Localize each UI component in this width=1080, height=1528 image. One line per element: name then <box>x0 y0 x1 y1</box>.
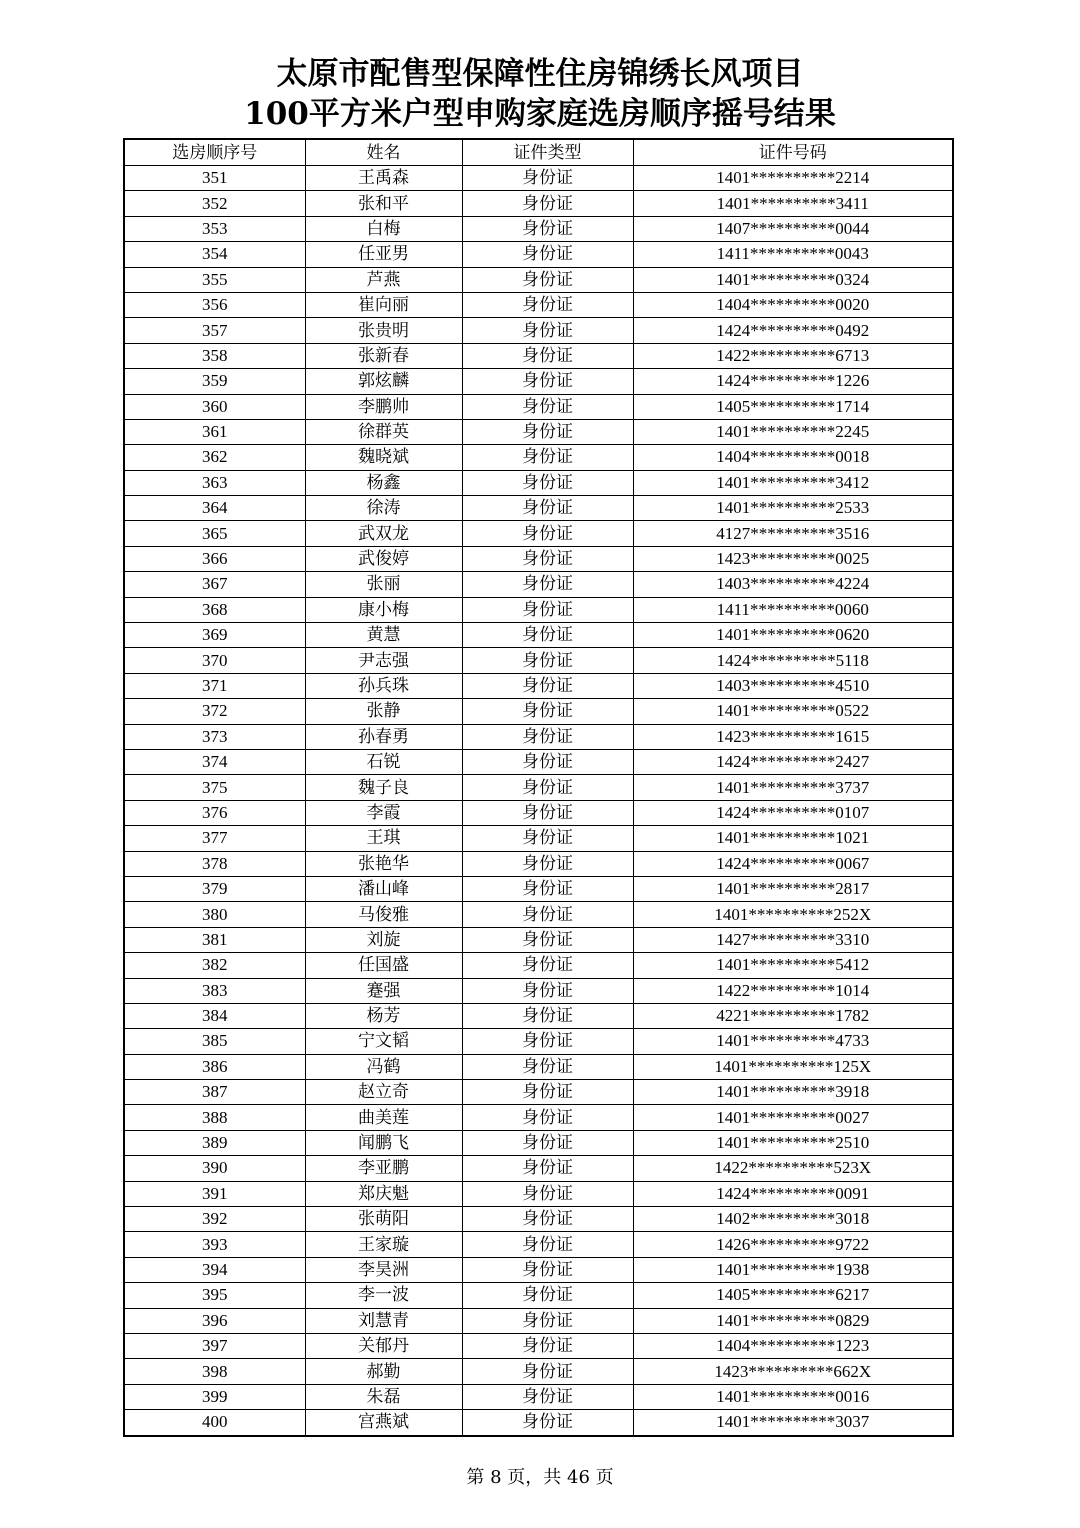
id-number-cell: 1401**********1021 <box>633 826 953 851</box>
id-type-cell: 身份证 <box>462 1333 633 1358</box>
order-number-cell: 381 <box>124 927 305 952</box>
table-row <box>124 800 953 825</box>
table-row <box>124 724 953 749</box>
name-cell: 李昊洲 <box>305 1257 462 1282</box>
id-number-cell: 1401**********3737 <box>633 775 953 800</box>
table-row <box>124 343 953 368</box>
id-number-cell: 1411**********0060 <box>633 597 953 622</box>
id-number-cell: 1423**********662X <box>633 1359 953 1384</box>
id-type-cell: 身份证 <box>462 166 633 191</box>
id-number-cell: 1424**********1226 <box>633 369 953 394</box>
id-type-cell: 身份证 <box>462 546 633 571</box>
id-number-cell: 1422**********1014 <box>633 978 953 1003</box>
table-row <box>124 851 953 876</box>
order-number-cell: 380 <box>124 902 305 927</box>
name-cell: 郑庆魁 <box>305 1181 462 1206</box>
order-number-cell: 382 <box>124 953 305 978</box>
id-type-cell: 身份证 <box>462 673 633 698</box>
id-type-cell: 身份证 <box>462 1283 633 1308</box>
table-row <box>124 673 953 698</box>
order-number-cell: 396 <box>124 1308 305 1333</box>
name-cell: 郭炫麟 <box>305 369 462 394</box>
id-number-cell: 1401**********0324 <box>633 267 953 292</box>
id-type-cell: 身份证 <box>462 242 633 267</box>
id-type-cell: 身份证 <box>462 521 633 546</box>
order-number-cell: 397 <box>124 1333 305 1358</box>
name-cell: 曲美莲 <box>305 1105 462 1130</box>
id-type-cell: 身份证 <box>462 394 633 419</box>
table-row <box>124 902 953 927</box>
id-type-cell: 身份证 <box>462 572 633 597</box>
name-cell: 郝勤 <box>305 1359 462 1384</box>
id-number-cell: 1401**********0620 <box>633 623 953 648</box>
name-cell: 李亚鹏 <box>305 1156 462 1181</box>
id-number-cell: 1403**********4224 <box>633 572 953 597</box>
table-row <box>124 546 953 571</box>
table-row <box>124 1359 953 1384</box>
name-cell: 刘慧青 <box>305 1308 462 1333</box>
order-number-cell: 377 <box>124 826 305 851</box>
order-number-cell: 352 <box>124 191 305 216</box>
table-row <box>124 369 953 394</box>
table-row <box>124 623 953 648</box>
table-row <box>124 1232 953 1257</box>
name-cell: 任亚男 <box>305 242 462 267</box>
id-type-cell: 身份证 <box>462 876 633 901</box>
order-number-cell: 373 <box>124 724 305 749</box>
id-number-cell: 1402**********3018 <box>633 1207 953 1232</box>
id-type-cell: 身份证 <box>462 470 633 495</box>
order-number-cell: 390 <box>124 1156 305 1181</box>
id-type-cell: 身份证 <box>462 1156 633 1181</box>
header-order-number: 选房顺序号 <box>124 139 305 166</box>
id-type-cell: 身份证 <box>462 800 633 825</box>
name-cell: 康小梅 <box>305 597 462 622</box>
name-cell: 杨芳 <box>305 1003 462 1028</box>
order-number-cell: 365 <box>124 521 305 546</box>
name-cell: 赵立奇 <box>305 1080 462 1105</box>
table-row <box>124 1029 953 1054</box>
table-row <box>124 1181 953 1206</box>
id-number-cell: 1401**********2510 <box>633 1130 953 1155</box>
id-type-cell: 身份证 <box>462 1130 633 1155</box>
id-type-cell: 身份证 <box>462 1257 633 1282</box>
name-cell: 尹志强 <box>305 648 462 673</box>
id-number-cell: 1422**********6713 <box>633 343 953 368</box>
id-type-cell: 身份证 <box>462 191 633 216</box>
table-row <box>124 1308 953 1333</box>
id-type-cell: 身份证 <box>462 902 633 927</box>
id-type-cell: 身份证 <box>462 1029 633 1054</box>
header-id-type: 证件类型 <box>462 139 633 166</box>
id-number-cell: 1422**********523X <box>633 1156 953 1181</box>
table-row <box>124 826 953 851</box>
order-number-cell: 359 <box>124 369 305 394</box>
order-number-cell: 399 <box>124 1384 305 1409</box>
name-cell: 武双龙 <box>305 521 462 546</box>
order-number-cell: 400 <box>124 1410 305 1436</box>
table-row <box>124 1283 953 1308</box>
table-row <box>124 1156 953 1181</box>
id-type-cell: 身份证 <box>462 1181 633 1206</box>
id-number-cell: 1401**********0829 <box>633 1308 953 1333</box>
order-number-cell: 379 <box>124 876 305 901</box>
id-number-cell: 1424**********0107 <box>633 800 953 825</box>
table-row <box>124 496 953 521</box>
id-number-cell: 1401**********0027 <box>633 1105 953 1130</box>
id-type-cell: 身份证 <box>462 1359 633 1384</box>
id-type-cell: 身份证 <box>462 724 633 749</box>
table-row <box>124 1054 953 1079</box>
order-number-cell: 387 <box>124 1080 305 1105</box>
name-cell: 王家璇 <box>305 1232 462 1257</box>
name-cell: 张和平 <box>305 191 462 216</box>
order-number-cell: 368 <box>124 597 305 622</box>
id-type-cell: 身份证 <box>462 1410 633 1436</box>
id-number-cell: 1401**********4733 <box>633 1029 953 1054</box>
table-row <box>124 749 953 774</box>
order-number-cell: 388 <box>124 1105 305 1130</box>
name-cell: 张艳华 <box>305 851 462 876</box>
order-number-cell: 385 <box>124 1029 305 1054</box>
name-cell: 王禹森 <box>305 166 462 191</box>
order-number-cell: 360 <box>124 394 305 419</box>
id-number-cell: 1401**********1938 <box>633 1257 953 1282</box>
table-row <box>124 318 953 343</box>
order-number-cell: 364 <box>124 496 305 521</box>
id-type-cell: 身份证 <box>462 1003 633 1028</box>
id-type-cell: 身份证 <box>462 318 633 343</box>
id-number-cell: 1424**********0492 <box>633 318 953 343</box>
id-type-cell: 身份证 <box>462 953 633 978</box>
name-cell: 闻鹏飞 <box>305 1130 462 1155</box>
order-number-cell: 357 <box>124 318 305 343</box>
order-number-cell: 375 <box>124 775 305 800</box>
id-type-cell: 身份证 <box>462 978 633 1003</box>
id-number-cell: 1405**********1714 <box>633 394 953 419</box>
id-number-cell: 1423**********1615 <box>633 724 953 749</box>
id-number-cell: 1401**********3411 <box>633 191 953 216</box>
table-row <box>124 648 953 673</box>
order-number-cell: 369 <box>124 623 305 648</box>
table-row <box>124 191 953 216</box>
lottery-result-table <box>123 138 954 1437</box>
id-type-cell: 身份证 <box>462 1384 633 1409</box>
name-cell: 徐群英 <box>305 419 462 444</box>
table-row <box>124 1333 953 1358</box>
order-number-cell: 356 <box>124 292 305 317</box>
order-number-cell: 372 <box>124 699 305 724</box>
id-type-cell: 身份证 <box>462 445 633 470</box>
id-number-cell: 1401**********3918 <box>633 1080 953 1105</box>
table-row <box>124 292 953 317</box>
id-type-cell: 身份证 <box>462 1054 633 1079</box>
id-type-cell: 身份证 <box>462 343 633 368</box>
order-number-cell: 383 <box>124 978 305 1003</box>
id-number-cell: 1426**********9722 <box>633 1232 953 1257</box>
name-cell: 张贵明 <box>305 318 462 343</box>
table-row <box>124 572 953 597</box>
table-row <box>124 1207 953 1232</box>
table-row <box>124 1384 953 1409</box>
order-number-cell: 384 <box>124 1003 305 1028</box>
name-cell: 张萌阳 <box>305 1207 462 1232</box>
order-number-cell: 361 <box>124 419 305 444</box>
header-id-number: 证件号码 <box>633 139 953 166</box>
id-type-cell: 身份证 <box>462 216 633 241</box>
name-cell: 孙春勇 <box>305 724 462 749</box>
id-type-cell: 身份证 <box>462 1080 633 1105</box>
id-type-cell: 身份证 <box>462 1232 633 1257</box>
id-number-cell: 1401**********125X <box>633 1054 953 1079</box>
order-number-cell: 355 <box>124 267 305 292</box>
id-number-cell: 4127**********3516 <box>633 521 953 546</box>
name-cell: 魏子良 <box>305 775 462 800</box>
id-type-cell: 身份证 <box>462 267 633 292</box>
table-row <box>124 775 953 800</box>
name-cell: 张静 <box>305 699 462 724</box>
name-cell: 李鹏帅 <box>305 394 462 419</box>
id-number-cell: 1401**********2214 <box>633 166 953 191</box>
id-type-cell: 身份证 <box>462 292 633 317</box>
id-number-cell: 1401**********5412 <box>633 953 953 978</box>
document-subtitle: 100平方米户型申购家庭选房顺序摇号结果 <box>244 96 836 132</box>
id-number-cell: 1401**********0016 <box>633 1384 953 1409</box>
name-cell: 宫燕斌 <box>305 1410 462 1436</box>
table-row <box>124 470 953 495</box>
name-cell: 任国盛 <box>305 953 462 978</box>
order-number-cell: 374 <box>124 749 305 774</box>
table-row <box>124 1003 953 1028</box>
name-cell: 张新春 <box>305 343 462 368</box>
order-number-cell: 386 <box>124 1054 305 1079</box>
order-number-cell: 389 <box>124 1130 305 1155</box>
name-cell: 朱磊 <box>305 1384 462 1409</box>
id-type-cell: 身份证 <box>462 749 633 774</box>
name-cell: 宁文韬 <box>305 1029 462 1054</box>
id-number-cell: 1401**********2817 <box>633 876 953 901</box>
name-cell: 崔向丽 <box>305 292 462 317</box>
id-number-cell: 1423**********0025 <box>633 546 953 571</box>
id-number-cell: 1401**********3037 <box>633 1410 953 1436</box>
id-number-cell: 1424**********2427 <box>633 749 953 774</box>
table-row <box>124 927 953 952</box>
id-number-cell: 1404**********0018 <box>633 445 953 470</box>
id-type-cell: 身份证 <box>462 419 633 444</box>
table-row <box>124 445 953 470</box>
id-number-cell: 1405**********6217 <box>633 1283 953 1308</box>
id-number-cell: 1407**********0044 <box>633 216 953 241</box>
document-title: 太原市配售型保障性住房锦绣长风项目 <box>276 56 804 92</box>
name-cell: 李霞 <box>305 800 462 825</box>
table-row <box>124 953 953 978</box>
id-type-cell: 身份证 <box>462 775 633 800</box>
table-body <box>124 166 953 1436</box>
order-number-cell: 394 <box>124 1257 305 1282</box>
id-number-cell: 1424**********5118 <box>633 648 953 673</box>
name-cell: 刘旋 <box>305 927 462 952</box>
id-number-cell: 1401**********0522 <box>633 699 953 724</box>
table-row <box>124 267 953 292</box>
order-number-cell: 393 <box>124 1232 305 1257</box>
name-cell: 徐涛 <box>305 496 462 521</box>
name-cell: 张丽 <box>305 572 462 597</box>
order-number-cell: 363 <box>124 470 305 495</box>
id-type-cell: 身份证 <box>462 597 633 622</box>
table-row <box>124 1105 953 1130</box>
table-row <box>124 242 953 267</box>
order-number-cell: 371 <box>124 673 305 698</box>
table-row <box>124 216 953 241</box>
order-number-cell: 391 <box>124 1181 305 1206</box>
id-number-cell: 4221**********1782 <box>633 1003 953 1028</box>
id-number-cell: 1424**********0091 <box>633 1181 953 1206</box>
table-row <box>124 394 953 419</box>
name-cell: 冯鹤 <box>305 1054 462 1079</box>
order-number-cell: 392 <box>124 1207 305 1232</box>
id-type-cell: 身份证 <box>462 1308 633 1333</box>
table-row <box>124 597 953 622</box>
order-number-cell: 366 <box>124 546 305 571</box>
name-cell: 黄慧 <box>305 623 462 648</box>
name-cell: 杨鑫 <box>305 470 462 495</box>
id-number-cell: 1411**********0043 <box>633 242 953 267</box>
id-number-cell: 1401**********3412 <box>633 470 953 495</box>
table-row <box>124 166 953 191</box>
id-type-cell: 身份证 <box>462 369 633 394</box>
name-cell: 魏晓斌 <box>305 445 462 470</box>
order-number-cell: 398 <box>124 1359 305 1384</box>
order-number-cell: 351 <box>124 166 305 191</box>
order-number-cell: 367 <box>124 572 305 597</box>
table-row <box>124 978 953 1003</box>
order-number-cell: 358 <box>124 343 305 368</box>
name-cell: 潘山峰 <box>305 876 462 901</box>
table-row <box>124 1410 953 1436</box>
id-type-cell: 身份证 <box>462 826 633 851</box>
id-number-cell: 1401**********252X <box>633 902 953 927</box>
header-name: 姓名 <box>305 139 462 166</box>
order-number-cell: 362 <box>124 445 305 470</box>
id-number-cell: 1427**********3310 <box>633 927 953 952</box>
id-type-cell: 身份证 <box>462 1105 633 1130</box>
name-cell: 王琪 <box>305 826 462 851</box>
order-number-cell: 370 <box>124 648 305 673</box>
name-cell: 马俊雅 <box>305 902 462 927</box>
order-number-cell: 378 <box>124 851 305 876</box>
order-number-cell: 353 <box>124 216 305 241</box>
id-type-cell: 身份证 <box>462 927 633 952</box>
page-number: 第 8 页，共 46 页 <box>466 1467 614 1488</box>
order-number-cell: 376 <box>124 800 305 825</box>
table-header-row <box>124 139 953 166</box>
order-number-cell: 354 <box>124 242 305 267</box>
name-cell: 石锐 <box>305 749 462 774</box>
id-type-cell: 身份证 <box>462 648 633 673</box>
table-row <box>124 876 953 901</box>
id-number-cell: 1403**********4510 <box>633 673 953 698</box>
id-number-cell: 1404**********1223 <box>633 1333 953 1358</box>
id-type-cell: 身份证 <box>462 1207 633 1232</box>
id-type-cell: 身份证 <box>462 851 633 876</box>
name-cell: 李一波 <box>305 1283 462 1308</box>
table-row <box>124 1130 953 1155</box>
id-number-cell: 1401**********2533 <box>633 496 953 521</box>
name-cell: 蹇强 <box>305 978 462 1003</box>
id-number-cell: 1424**********0067 <box>633 851 953 876</box>
name-cell: 孙兵珠 <box>305 673 462 698</box>
id-type-cell: 身份证 <box>462 496 633 521</box>
id-type-cell: 身份证 <box>462 623 633 648</box>
table-row <box>124 1257 953 1282</box>
table-row <box>124 521 953 546</box>
id-type-cell: 身份证 <box>462 699 633 724</box>
id-number-cell: 1404**********0020 <box>633 292 953 317</box>
name-cell: 芦燕 <box>305 267 462 292</box>
table-row <box>124 699 953 724</box>
name-cell: 白梅 <box>305 216 462 241</box>
order-number-cell: 395 <box>124 1283 305 1308</box>
name-cell: 武俊婷 <box>305 546 462 571</box>
table-row <box>124 419 953 444</box>
table-row <box>124 1080 953 1105</box>
id-number-cell: 1401**********2245 <box>633 419 953 444</box>
name-cell: 关郁丹 <box>305 1333 462 1358</box>
